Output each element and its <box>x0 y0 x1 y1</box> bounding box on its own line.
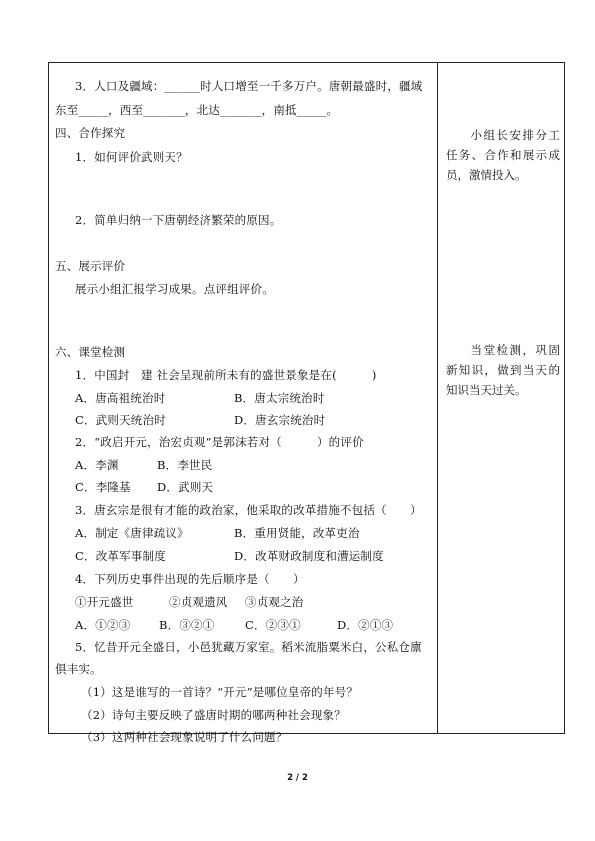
note-group-work <box>446 125 560 185</box>
presentation-text: 展示小组汇报学习成果。点评组评价。 <box>75 282 274 296</box>
q5-sub-1: （1）这是谁写的一首诗？“开元”是哪位皇帝的年号？ <box>81 685 359 699</box>
q4-event-2: ②贞观遗风 <box>169 595 228 609</box>
q5-sub-3: （3）这两种社会现象说明了什么问题？ <box>81 730 288 744</box>
q2-option-c: C．李隆基 <box>75 480 131 494</box>
q2-option-a: A．李渊 <box>75 458 119 472</box>
q4-option-c: C．②③① <box>245 618 301 632</box>
q1-option-b: B．唐太宗统治时 <box>234 391 325 405</box>
note-class-check <box>446 340 560 400</box>
q3-option-a: A．制定《唐律疏议》 <box>75 526 189 540</box>
page-number: 2 / 2 <box>287 773 308 783</box>
inquiry-question-2: 2．简单归纳一下唐朝经济繁荣的原因。 <box>75 213 282 227</box>
section-cooperative-inquiry: 四、合作探究 <box>55 126 126 140</box>
q1-option-a: A．唐高祖统治时 <box>75 391 166 405</box>
q4-option-a: A．①②③ <box>75 618 131 632</box>
test-question-5-cont: 俱丰实。 <box>55 662 102 676</box>
lesson-table <box>48 62 565 744</box>
population-question: 3．人口及疆域：______时人口增至一千多万户。唐朝最盛时，疆域 <box>75 79 423 93</box>
note-class-check-text: 当堂检测，巩固新知识，做到当天的知识当天过关。 <box>446 343 560 397</box>
q4-option-d: D．②①③ <box>337 618 394 632</box>
inquiry-question-1: 1．如何评价武则天？ <box>75 150 188 164</box>
section-class-test: 六、课堂检测 <box>55 345 126 359</box>
column-divider <box>437 63 438 733</box>
test-question-2: 2．“政启开元，治宏贞观”是郭沫若对（ ）的评价 <box>75 435 364 449</box>
q5-sub-2: （2）诗句主要反映了盛唐时期的哪两种社会现象？ <box>81 708 346 722</box>
test-question-4: 4．下列历史事件出现的先后顺序是（ ） <box>75 572 305 586</box>
q3-option-c: C．改革军事制度 <box>75 549 166 563</box>
q3-option-b: B．重用贤能，改革吏治 <box>234 526 360 540</box>
test-question-3: 3．唐玄宗是很有才能的政治家，他采取的改革措施不包括（ ） <box>75 503 422 517</box>
q3-option-d: D．改革财政制度和漕运制度 <box>234 549 384 563</box>
territory-blanks: 东至_____，西至_______，北达_______，南抵_____。 <box>55 103 339 117</box>
section-presentation: 五、展示评价 <box>55 259 126 273</box>
q1-option-d: D．唐玄宗统治时 <box>234 413 326 427</box>
q2-option-b: B．李世民 <box>157 458 213 472</box>
q4-event-3: ③贞观之治 <box>245 595 304 609</box>
test-question-1: 1．中国封 建 社会呈现前所未有的盛世景象是在( ) <box>75 368 377 382</box>
q4-event-1: ①开元盛世 <box>75 595 134 609</box>
q4-option-b: B．③②① <box>159 618 215 632</box>
q2-option-d: D．武则天 <box>157 480 214 494</box>
test-question-5: 5．忆昔开元全盛日，小邑犹藏万家室。稻米流脂粟米白，公私仓廪 <box>75 640 422 654</box>
q1-option-c: C．武则天统治时 <box>75 413 166 427</box>
note-group-work-text: 小组长安排分工任务、合作和展示成员，激情投入。 <box>446 128 560 182</box>
